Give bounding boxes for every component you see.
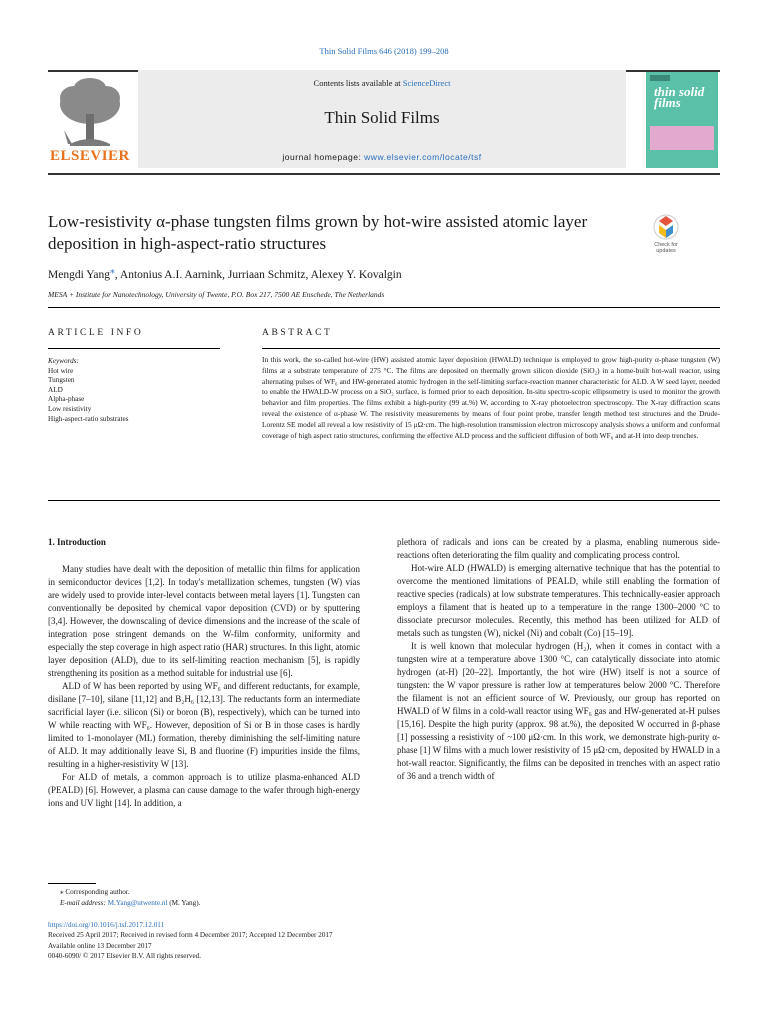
body-paragraph: Hot-wire ALD (HWALD) is emerging alternative technique that has the potential to overcome the mentioned limitations of PEALD, while still enabling the formation of reactive species (radicals) at low substrate temperatures. This technically-easier approach employs a filament that is heated up to a temperature in the range 1300–2000 °C to dissociate precursor molecules. Recently, this method has been utilized for ALD of metals such as tungsten (W), nickel (Ni) and cobalt (Co) [15–19]. xyxy=(397,563,720,638)
email-label: E-mail address: xyxy=(60,898,108,907)
abstract-divider xyxy=(48,500,720,501)
footnote-mark: ⁎ xyxy=(60,888,64,896)
keyword-item: Low resistivity xyxy=(48,404,92,413)
email-note xyxy=(48,898,408,909)
body-paragraph: It is well known that molecular hydrogen (H₂), when it comes in contact with a tungsten wire at a temperature above 1300 °C, can catalytically dissociate into atomic hydrogen (at-H) [20–22]. Importantly, the hot wire (HW) itself is not a source of tungsten: the W vapor pressure is rather low at temperatures below 2000 °C. Therefore the filament is not an efficient source of W. Previously, our group has reported on HWALD of W films in a cold-wall reactor using WF₆ gas and HW-generated at-H pulses [15,16]. Despite the high purity (approx. 98 at.%), the deposited W occurred in β-phase [1] possessing a resistivity of ~100 μΩ·cm. In this work, we demonstrate high-purity α-phase [1] W films with a much lower resistivity of 15 μΩ·cm, deposited by HWALD in a hot-wall reactor. Significantly, the films can be deposited in trenches with an aspect ratio of 36 and a trench width of xyxy=(397,641,720,781)
journal-citation-link[interactable]: Thin Solid Films 646 (2018) 199–208 xyxy=(319,46,449,56)
doi-link[interactable]: https://doi.org/10.1016/j.tsf.2017.12.011 xyxy=(48,921,165,929)
abstract-text: In this work, the so-called hot-wire (HW) assisted atomic layer deposition (HWALD) technique is employed to grow high-purity α-phase tungsten (W) films at a substrate temperature of 275 °C. The films are deposited on thermally grown silicon dioxide (SiO₂) in a home-built hot-wall reactor, using alternating pulses of WF₆ and HW-generated atomic hydrogen in the self-limiting surface-reaction manner characteristic for ALD. A W seed layer, needed to enable the HWALD-W process on a SiO₂ surface, is formed prior to each deposition. In-situ spectro-scopic ellipsometry is used to monitor the growth behavior and film properties. The films exhibit a high-purity (99 at.%) W, according to X-ray photoelectron spectroscopy. The X-ray diffraction scans reveal the existence of α-phase W. The resistivity measurements by means of four point probe, transfer length method test structures and the Drude-Lorentz SE model all reveal a low resistivity of 15 μΩ·cm. The high-resolution transmission electron microscopy analysis shows a uniform and conformal coverage of high aspect ratio structures, confirming the effective ALD process and the sufficient diffusion of both WF₆ and at-H into deep trenches. xyxy=(262,355,720,440)
article-title: Low-resistivity α-phase tungsten films grown by hot-wire assisted atomic layer deposition in high-aspect-ratio structures xyxy=(48,212,588,253)
check-label-line1: Check for xyxy=(654,242,678,248)
affiliation-divider xyxy=(48,307,720,308)
footnote-rule xyxy=(48,883,96,884)
homepage-prefix: journal homepage: xyxy=(282,152,365,162)
keyword-item: ALD xyxy=(48,385,63,394)
body-paragraph: ALD of W has been reported by using WF₆ and different reductants, for example, disilane [7–10], silane [11,12] and B₂H₆ [12,13]. The reductants form an intermediate sacrificial layer (i.e. silicon (Si) or boron (B), respectively), which can be turned into W while reacting with WF₆. However, deposition of Si or B in those cases is hardly limited to 1-monolayer (ML) formation, thereby diminishing the self-limiting nature of ALD. It may additionally leave Si, B and fluorine (F) impurities inside the films, resulting in a higher-resistivity W [13]. xyxy=(48,681,360,769)
journal-name: Thin Solid Films xyxy=(324,108,440,127)
contents-prefix: Contents lists available at xyxy=(313,78,403,88)
body-column-right xyxy=(397,536,720,783)
body-column-left xyxy=(48,536,360,810)
abstract-heading: ABSTRACT xyxy=(262,328,333,338)
online-date: Available online 13 December 2017 xyxy=(48,941,152,950)
received-dates: Received 25 April 2017; Received in revised form 4 December 2017; Accepted 12 December 2017 xyxy=(48,931,333,940)
article-info-rule xyxy=(48,348,220,349)
keywords-label: Keywords: xyxy=(48,357,79,365)
journal-cover-thumbnail[interactable] xyxy=(646,72,718,168)
body-paragraph: Many studies have dealt with the deposition of metallic thin films for application in semiconductor devices [1,2]. In today's metallization schemes, tungsten (W) vias are widely used to provide inter-level contacts between metal layers [1]. Tungsten can conventionally be deposited by chemical vapor deposition (CVD) or by sputtering [3,4]. However, the downscaling of device dimensions and the increase of the scale of integration pose stringent demands on the W-film conformity, uniformity and especially the step coverage in high aspect ratio (HAR) structures. In this light, atomic layer deposition (ALD), due to its self-limiting reaction mechanism [5], is rapidly strengthening its position as a method suitable for industrial use [6]. xyxy=(48,564,360,678)
affiliation: MESA + Institute for Nanotechnology, University of Twente, P.O. Box 217, 7500 AE Enschede, The Netherlands xyxy=(48,290,385,299)
email-suffix: (M. Yang). xyxy=(167,898,201,907)
cover-title: thin solid films xyxy=(654,84,705,110)
sciencedirect-link[interactable]: ScienceDirect xyxy=(402,78,451,88)
corresponding-author-text: Corresponding author. xyxy=(65,888,130,896)
cover-top-bar xyxy=(650,75,670,81)
publication-info xyxy=(48,920,548,961)
keyword-item: Hot wire xyxy=(48,366,74,375)
keyword-item: Alpha-phase xyxy=(48,395,85,404)
check-label-line2: updates xyxy=(656,248,676,254)
keyword-item: Tungsten xyxy=(48,376,75,385)
email-link[interactable]: M.Yang@utwente.nl xyxy=(107,898,168,907)
check-for-updates-label xyxy=(646,242,686,254)
abstract-rule xyxy=(262,348,720,349)
keywords-block xyxy=(48,357,220,424)
journal-homepage xyxy=(138,152,626,162)
corresponding-author-note xyxy=(48,887,408,898)
other-authors: , Antonius A.I. Aarnink, Jurriaan Schmitz, Alexey Y. Kovalgin xyxy=(114,268,402,281)
publisher-name: ELSEVIER xyxy=(50,148,130,164)
first-author: Mengdi Yang xyxy=(48,268,110,281)
author-list xyxy=(48,265,720,281)
homepage-link[interactable]: www.elsevier.com/locate/tsf xyxy=(364,152,482,162)
article-info-heading: ARTICLE INFO xyxy=(48,328,144,338)
footnotes xyxy=(48,887,408,908)
corresponding-author-mark[interactable]: ⁎ xyxy=(109,265,115,276)
section-heading-introduction: 1. Introduction xyxy=(48,537,106,547)
body-paragraph: plethora of radicals and ions can be created by a plasma, enabling numerous side-reactions often deteriorating the film quality and complicating process control. xyxy=(397,537,720,560)
body-paragraph: For ALD of metals, a common approach is to utilize plasma-enhanced ALD (PEALD) [6]. However, a plasma can cause damage to the wafer through high-energy ions and UV light [14]. In addition, a xyxy=(48,772,360,808)
cover-stripe xyxy=(650,126,714,150)
keyword-item: High-aspect-ratio substrates xyxy=(48,414,129,423)
copyright: 0040-6090/ © 2017 Elsevier B.V. All rights reserved. xyxy=(48,951,202,960)
contents-line xyxy=(138,78,626,88)
header-rule-bottom xyxy=(48,173,720,175)
